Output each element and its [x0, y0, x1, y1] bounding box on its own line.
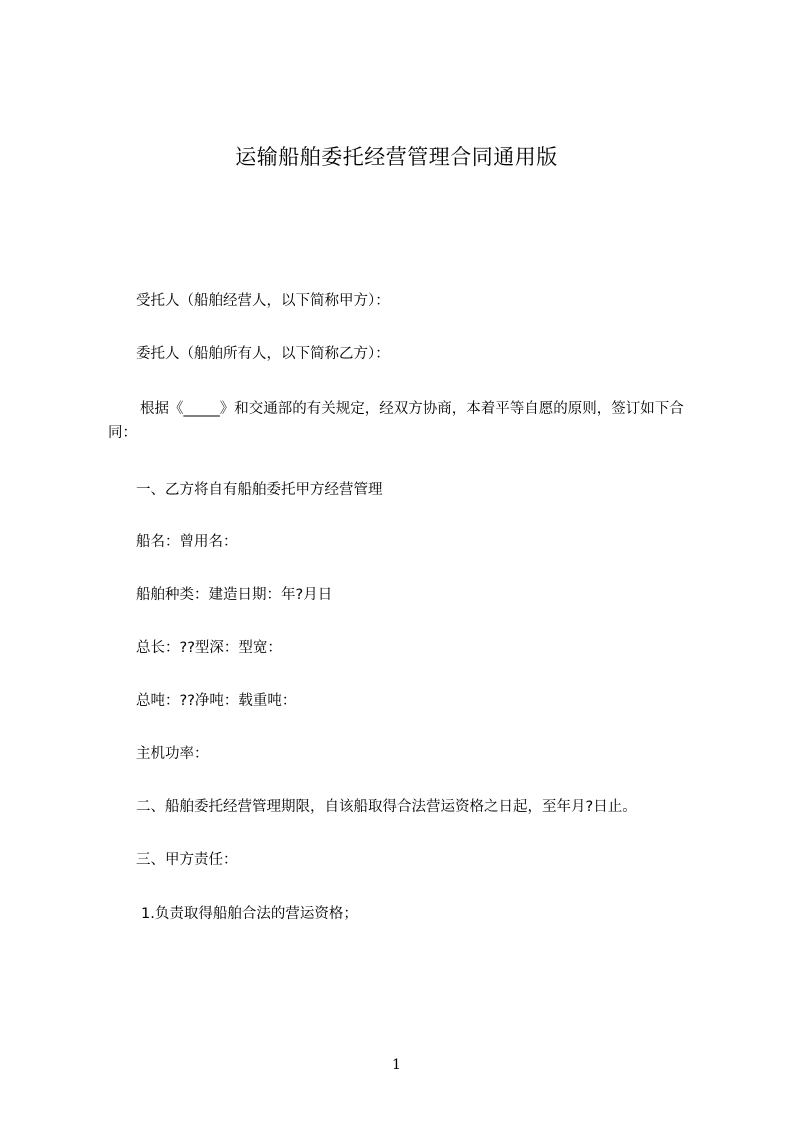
paragraph-trustee: 受托人（船舶经营人，以下简称甲方）：	[136, 293, 390, 309]
section-heading-2: 二、船舶委托经营管理期限，自该船取得合法营运资格之日起，至年月?日止。	[136, 799, 637, 815]
list-item-1: 1.负责取得船舶合法的营运资格；	[141, 906, 358, 922]
page-number: 1	[392, 1057, 401, 1073]
paragraph-engine-power: 主机功率：	[136, 746, 209, 762]
document-title: 运输船舶委托经营管理合同通用版	[235, 145, 558, 169]
paragraph-preamble: 根据《_____》和交通部的有关规定，经双方协商，本着平等自愿的原则，签订如下合同：	[108, 401, 684, 441]
paragraph-ship-tonnage: 总吨：??净吨：载重吨：	[136, 693, 297, 709]
section-heading-3: 三、甲方责任：	[136, 852, 238, 868]
paragraph-ship-name: 船名：曾用名：	[136, 534, 238, 550]
paragraph-ship-length: 总长：??型深：型宽：	[136, 640, 282, 656]
paragraph-entrustor: 委托人（船舶所有人，以下简称乙方）：	[136, 346, 390, 362]
paragraph-ship-type: 船舶种类：建造日期：年?月日	[136, 587, 333, 603]
section-heading-1: 一、乙方将自有船舶委托甲方经营管理	[136, 482, 383, 498]
